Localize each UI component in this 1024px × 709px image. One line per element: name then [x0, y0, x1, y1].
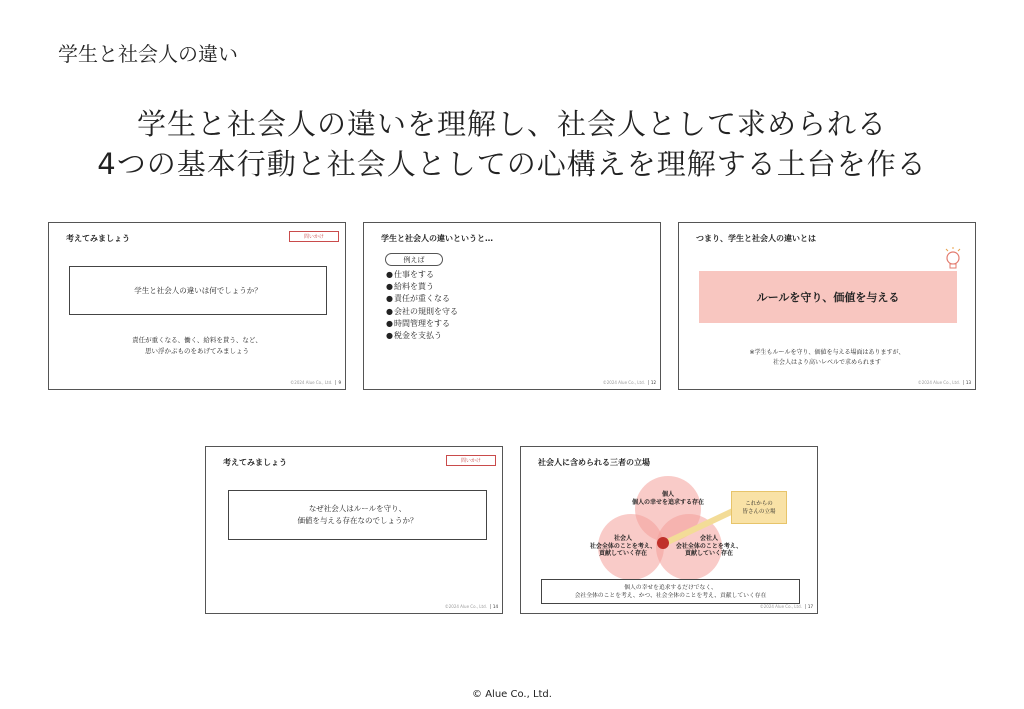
slide-title: 社会人に含められる三者の立場 [538, 458, 650, 467]
summary-box [541, 579, 800, 604]
list-item: ● 責任が重くなる [386, 293, 458, 305]
question-tag: 問いかけ [446, 455, 496, 466]
list-item: ● 時間管理をする [386, 318, 458, 330]
summary-line-1: 個人の幸せを追求するだけでなく、 [624, 584, 717, 591]
slide-title: 学生と社会人の違いというと… [381, 234, 493, 243]
society-desc-1: 社会全体のことを考え、 [589, 542, 657, 550]
page-number: 13 [963, 380, 971, 385]
hint-line-2: 思い浮かぶものをあげてみましょう [145, 347, 249, 355]
page-number: 9 [335, 380, 341, 385]
slide-thumbnail-9[interactable] [48, 222, 346, 390]
difference-list [386, 269, 458, 342]
slide-footer [603, 380, 656, 385]
list-item: ● 税金を支払う [386, 330, 458, 342]
footer-copyright: ©2024 Alue Co., Ltd. [444, 604, 487, 609]
slide-footer [760, 604, 813, 609]
company-desc-1: 会社全体のことを考え、 [675, 542, 743, 550]
page-number: 17 [805, 604, 813, 609]
footer-copyright: ©2024 Alue Co., Ltd. [602, 380, 645, 385]
venn-label-company [669, 535, 749, 558]
example-pill: 例えば [385, 253, 443, 266]
venn-label-society [583, 535, 663, 558]
hint-text [49, 335, 345, 357]
individual-name: 個人 [661, 491, 674, 498]
callout-line-1: これからの [745, 500, 773, 507]
slide-title: 考えてみましょう [66, 234, 130, 243]
page-number: 12 [648, 380, 656, 385]
headline-line-2: 4つの基本行動と社会人としての心構えを理解する土台を作る [97, 147, 927, 181]
page-copyright: © Alue Co., Ltd. [472, 689, 552, 700]
lightbulb-icon [945, 247, 961, 271]
slide-title: つまり、学生と社会人の違いとは [696, 234, 816, 243]
company-name: 会社人 [699, 535, 718, 542]
list-item: ● 給料を貰う [386, 281, 458, 293]
society-name: 社会人 [613, 535, 632, 542]
callout-line-2: 皆さんの立場 [742, 508, 776, 515]
question-box: 学生と社会人の違いは何でしょうか？ [69, 266, 327, 315]
question-box [228, 490, 487, 540]
list-item: ● 会社の規則を守る [386, 306, 458, 318]
footer-copyright: ©2024 Alue Co., Ltd. [290, 380, 333, 385]
slide-thumbnail-14[interactable] [205, 446, 503, 614]
note-line-1: ※学生もルールを守り、価値を与える場面はありますが、 [749, 349, 905, 356]
slide-footer [445, 604, 498, 609]
slide-footer [918, 380, 971, 385]
page-number: 14 [490, 604, 498, 609]
list-item: ● 仕事をする [386, 269, 458, 281]
footer-copyright: ©2024 Alue Co., Ltd. [759, 604, 802, 609]
society-desc-2: 貢献していく存在 [598, 550, 647, 557]
footer-copyright: ©2024 Alue Co., Ltd. [917, 380, 960, 385]
individual-desc: 個人の幸せを追求する存在 [631, 498, 704, 506]
slide-thumbnail-17[interactable] [520, 446, 818, 614]
company-desc-2: 貢献していく存在 [684, 550, 733, 557]
summary-line-2: 会社全体のことを考え、かつ、社会全体のことを考え、貢献していく存在 [574, 592, 767, 599]
hint-line-1: 責任が重くなる、働く、給料を貰う、など、 [132, 336, 262, 344]
slide-thumbnail-13[interactable] [678, 222, 976, 390]
question-line-2: 価値を与える存在なのでしょうか？ [297, 516, 418, 525]
key-message-band: ルールを守り、価値を与える [699, 271, 957, 323]
question-tag: 問いかけ [289, 231, 339, 242]
question-line-1: なぜ社会人はルールを守り、 [308, 504, 407, 513]
page-label: 学生と社会人の違い [58, 42, 238, 66]
slide-title: 考えてみましょう [223, 458, 287, 467]
callout-note [731, 491, 787, 524]
headline-line-1: 学生と社会人の違いを理解し、社会人として求められる [136, 107, 887, 141]
slide-thumbnail-12[interactable] [363, 222, 661, 390]
slide-footer [290, 380, 341, 385]
venn-label-individual [626, 491, 710, 506]
note-line-2: 社会人はより高いレベルで求められます [772, 359, 881, 366]
note-text [679, 348, 975, 368]
